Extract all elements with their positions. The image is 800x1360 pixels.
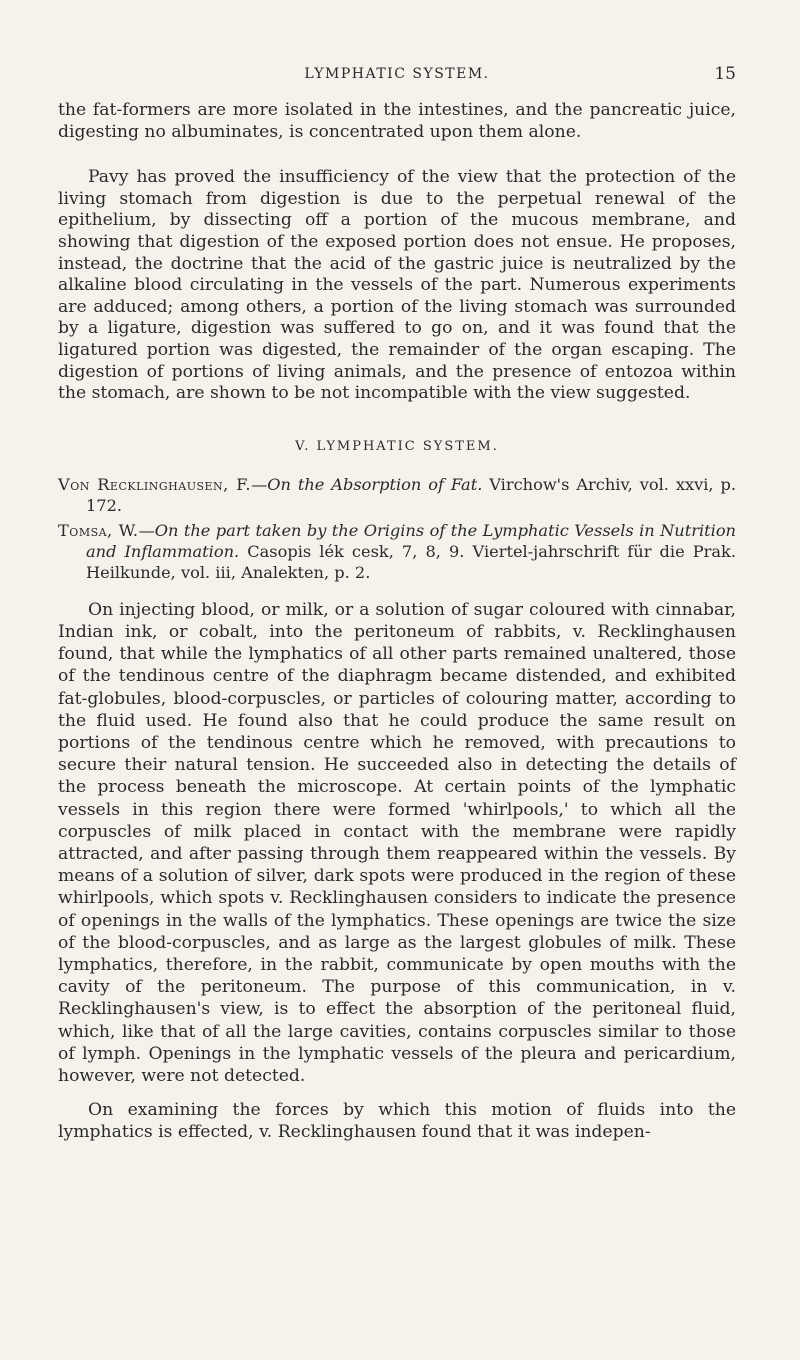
reference-item — [58, 520, 736, 583]
reference-author: Von Recklinghausen, F. — [58, 474, 252, 494]
reference-list — [58, 474, 736, 583]
paragraph-forces: On examining the forces by which this motion of fluids into the lymphatics is effected, v. Recklinghausen found that it was indepen- — [58, 1100, 736, 1143]
paragraph-pavy: Pavy has proved the insufficiency of the view that the protection of the living stomach from digestion is due to the perpetual renewal of the epithelium, by dissecting off a portion of the mucous membrane, and showing that digestion of the exposed portion does not ensue. He proposes, instead, the doctrine that the acid of the gastric juice is neutralized by the alkaline blood circulating in the vessels of the part. Numerous experiments are adduced; among others, a portion of the living stomach was surrounded by a ligature, digestion was suffered to go on, and it was found that the ligatured portion was digested, the remainder of the organ escaping. The digestion of portions of living animals, and the presence of entozoa within the stomach, are shown to be not incompatible with the view suggested. — [58, 167, 736, 404]
section-heading: V. LYMPHATIC SYSTEM. — [295, 438, 499, 454]
paragraph-injection: On injecting blood, or milk, or a solution of sugar coloured with cinnabar, Indian ink, or cobalt, into the peritoneum of rabbits, v. Recklinghausen found, that while the lymphatics of all other parts remained unaltered, those of the tendinous centre of the diaphragm became distended, and exhibited fat-globules, blood-corpuscles, or particles of colouring matter, according to the fluid used. He found also that he could produce the same result on portions of the tendinous centre which he removed, with precautions to secure their natural tension. He succeeded also in detecting the details of the process beneath the microscope. At certain points of the lymphatic vessels in this region there were formed 'whirlpools,' to which all the corpuscles of milk placed in contact with the membrane were rapidly attracted, and after passing through them reappeared within the vessels. By means of a solution of silver, dark spots were produced in the region of these whirlpools, which spots v. Recklinghausen considers to indicate the presence of openings in the walls of the lymphatics. These openings are twice the size of the blood-corpuscles, and as large as the largest globules of milk. These lymphatics, therefore, in the rabbit, communicate by open mouths with the cavity of the peritoneum. The purpose of this communication, in v. Recklinghausen's view, is to effect the absorption of the peritoneal fluid, which, like that of all the large cavities, contains corpuscles similar to those of lymph. Openings in the lymphatic vessels of the pleura and pericardium, however, were not detected. — [58, 599, 736, 1086]
reference-source: Virchow's Archiv, vol. xxvi, p. 172. — [86, 474, 736, 515]
paragraph-continued: the fat-formers are more isolated in the intestines, and the pancreatic juice, digesting no albuminates, is concentrated upon them alone. — [58, 100, 736, 142]
page-number: 15 — [714, 64, 736, 84]
reference-item — [58, 474, 736, 516]
reference-source: Casopis lék cesk, 7, 8, 9. Viertel-jahrschrift für die Prak. Heilkunde, vol. iii, Analekten, p. 2. — [86, 541, 736, 582]
reference-title: On the part taken by the Origins of the Lymphatic Vessels in Nutrition and Inflammation. — [86, 520, 736, 561]
reference-author: Tomsa, W. — [58, 520, 139, 540]
page-header — [58, 66, 736, 90]
reference-separator: — — [138, 520, 155, 540]
page-body — [58, 100, 736, 1143]
reference-separator: — — [251, 474, 268, 494]
running-title: LYMPHATIC SYSTEM. — [304, 66, 490, 82]
reference-title: On the Absorption of Fat. — [267, 474, 483, 494]
